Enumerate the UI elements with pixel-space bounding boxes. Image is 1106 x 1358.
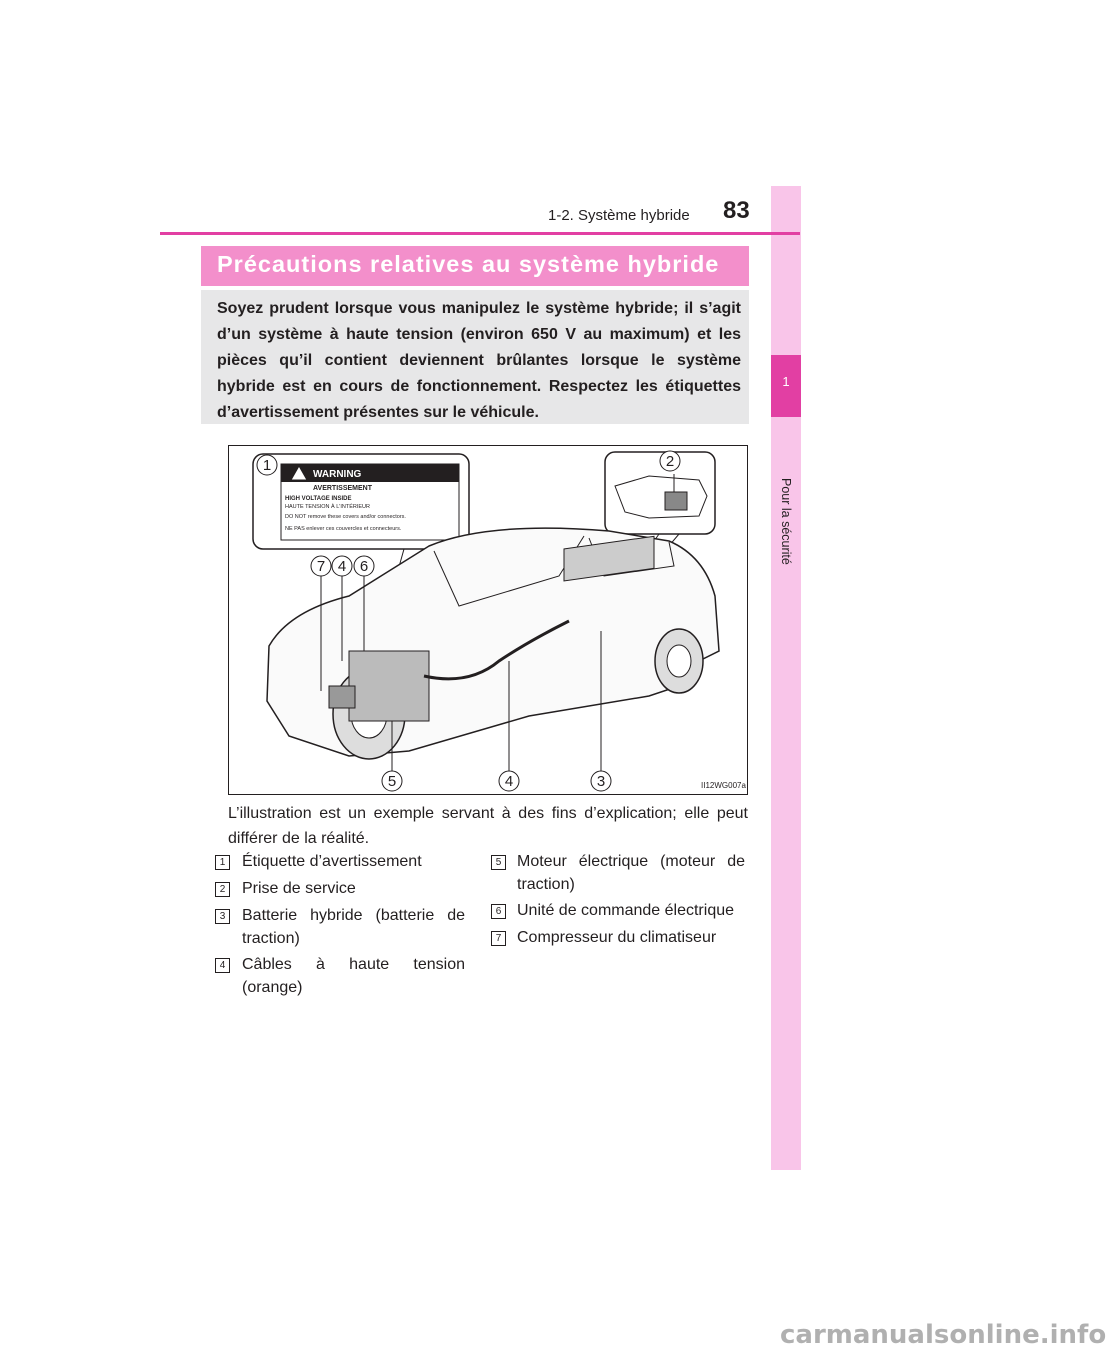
callout-7: 7 bbox=[316, 558, 326, 575]
chapter-number: 1 bbox=[782, 374, 790, 389]
callout-4-bottom: 4 bbox=[504, 773, 514, 790]
legend-number: 2 bbox=[215, 882, 230, 897]
side-tab bbox=[771, 186, 801, 1170]
label-ne-pas-enlever: NE PAS enlever ces couvercles et connecteurs. bbox=[285, 526, 402, 532]
legend-number: 6 bbox=[491, 904, 506, 919]
label-haute-tension: HAUTE TENSION À L'INTÉRIEUR bbox=[285, 504, 370, 510]
intro-text: Soyez prudent lorsque vous manipulez le système hybride; il s’agit d’un système à haute tension (environ 650 V au maximum) et les pièces qu’il contient deviennent brûlantes lorsque le système hybride est en cours de fonctionnement. Respectez les étiquettes d’avertissement présentes sur le véhicule. bbox=[217, 300, 741, 421]
legend-text: Batterie hybride (batterie de traction) bbox=[242, 907, 465, 947]
page-title: Précautions relatives au système hybride bbox=[217, 251, 720, 277]
callout-5: 5 bbox=[387, 773, 397, 790]
legend-text: Moteur électrique (moteur de traction) bbox=[517, 853, 745, 893]
callout-1: 1 bbox=[262, 457, 272, 474]
callout-3: 3 bbox=[596, 773, 606, 790]
legend-text: Câbles à haute tension (orange) bbox=[242, 956, 465, 996]
watermark: carmanualsonline.info bbox=[780, 1320, 1106, 1350]
header-section: 1-2. Système hybride bbox=[548, 207, 690, 224]
label-warning: WARNING bbox=[313, 469, 362, 480]
chapter-title: Pour la sécurité bbox=[779, 478, 793, 565]
legend-number: 4 bbox=[215, 958, 230, 973]
figure-caption: L’illustration est un exemple servant à des fins d’explication; elle peut différer de la réalité. bbox=[228, 805, 748, 847]
legend-number: 5 bbox=[491, 855, 506, 870]
label-high-voltage: HIGH VOLTAGE INSIDE bbox=[285, 496, 352, 502]
legend-text: Prise de service bbox=[242, 880, 356, 897]
callout-4-top: 4 bbox=[337, 558, 347, 575]
legend-text: Compresseur du climatiseur bbox=[517, 929, 717, 946]
legend-text: Étiquette d’avertissement bbox=[242, 853, 422, 870]
legend-text: Unité de commande électrique bbox=[517, 902, 735, 919]
label-avertissement: AVERTISSEMENT bbox=[313, 485, 372, 492]
callout-6: 6 bbox=[359, 558, 369, 575]
figure-code: II12WG007a bbox=[701, 781, 746, 790]
label-do-not-remove: DO NOT remove these covers and/or connectors. bbox=[285, 514, 406, 520]
legend-number: 3 bbox=[215, 909, 230, 924]
hybrid-system-illustration bbox=[228, 445, 748, 795]
header-rule bbox=[160, 232, 800, 235]
page-number: 83 bbox=[723, 197, 750, 224]
legend-number: 1 bbox=[215, 855, 230, 870]
callout-2: 2 bbox=[665, 453, 675, 470]
legend-number: 7 bbox=[491, 931, 506, 946]
